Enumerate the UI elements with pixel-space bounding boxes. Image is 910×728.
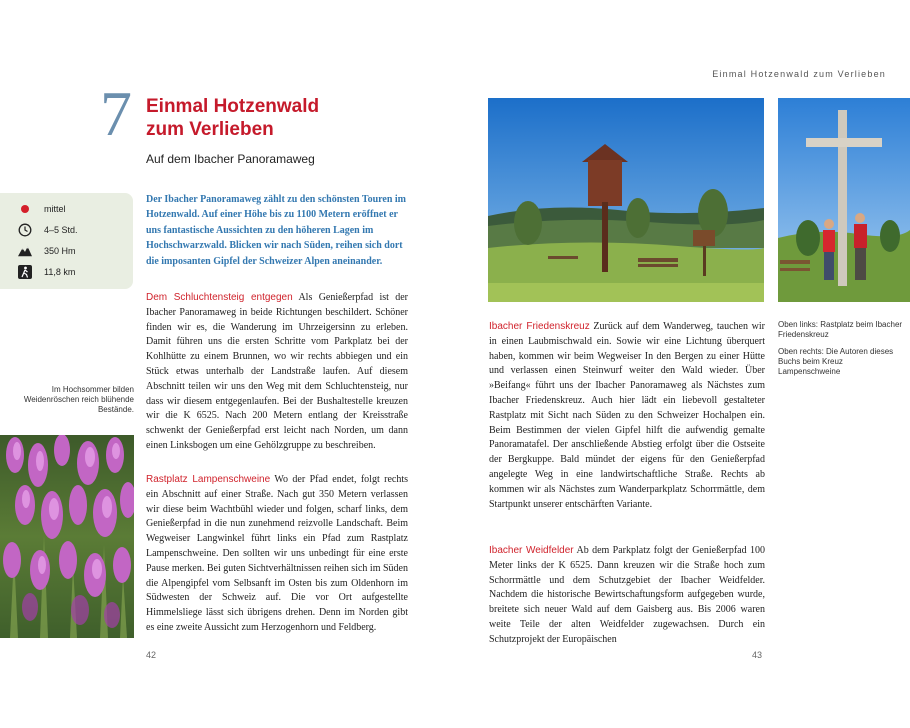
section-friedenskreuz (489, 320, 765, 512)
page-number-left: 42 (146, 650, 157, 660)
stat-duration (18, 222, 78, 238)
section-text: Als Genießerpfad ist der Ibacher Panoramaweg in beide Richtungen beschildert. Schöner finden wir es, die Wanderung im Uhrzeigersinn zu erleben. Damit führen uns die ersten Schritte vom Parkplatz bei der Kohlhütte zu einem Brunnen, wo wir rechts abbiegen und ein Stück etwas unterhalb der Landstraße laufen. Auf diesem Abschnitt teilen wir uns den Weg mit dem Schluchtensteig, nur dass wir diesem entgegenlaufen. Bei der Bushaltestelle kreuzen wir die K 6525. Nach 200 Metern entlang der Kreisstraße schwenkt der Genießerpfad erst leicht nach Norden, um dann einen Linksbogen um eine Gehölzgruppe zu beschreiben. (146, 292, 408, 451)
photo-autoren-kreuz (778, 98, 910, 302)
photo-friedenskreuz-rastplatz (488, 98, 764, 302)
section-heading: Dem Schluchtensteig entgegen (146, 292, 293, 303)
section-heading: Ibacher Friedenskreuz (489, 321, 590, 332)
clock-icon (18, 223, 32, 237)
tour-stats-box (0, 193, 133, 289)
chapter-number: 7 (100, 78, 132, 149)
photo-caption-fireweed: Im Hochsommer bilden Weidenröschen reich blühende Bestände. (23, 385, 134, 414)
section-heading: Ibacher Weidfelder (489, 545, 574, 556)
section-schluchtensteig (146, 291, 408, 454)
photo-fireweed (0, 435, 134, 638)
caption-right-top: Oben links: Rastplatz beim Ibacher Friedenskreuz (778, 320, 903, 339)
section-heading: Rastplatz Lampenschweine (146, 474, 271, 485)
stat-duration-value: 4–5 Std. (44, 225, 78, 235)
section-weidfelder (489, 544, 765, 648)
stat-elevation (18, 243, 76, 259)
caption-right-bottom: Oben rechts: Die Autoren dieses Buchs beim Kreuz Lampenschweine (778, 347, 894, 376)
intro-paragraph: Der Ibacher Panoramaweg zählt zu den schönsten Touren im Hotzenwald. Auf einer Höhe bis zu 1100 Metern eröffnet er uns fantastische Aussichten zu den höheren Lagen im Hochschwarzwald. Blicken wir nach Süden, reihen sich dort die imposanten Gipfel der Schweizer Alpen aneinander. (146, 194, 407, 267)
chapter-subtitle: Auf dem Ibacher Panoramaweg (146, 152, 315, 166)
chapter-title (146, 95, 366, 141)
chapter-title-line-1: Einmal Hotzenwald (146, 96, 320, 117)
hiker-icon (18, 265, 32, 279)
stat-difficulty (18, 201, 66, 217)
section-text: Wo der Pfad endet, folgt rechts ein Abschnitt auf einer Straße. Nach gut 350 Metern verlassen wir diese beim Wachtbühl wieder und folgen, scharf links, dem Genießerpfad in die nun zunehmend reizvolle Landschaft. Beim Wegweiser Langwinkel führt links ein Pfad zum Rastplatz Lampenschweine. Den sollten wir uns unbedingt für eine erste Pause merken. Bei guten Sichtverhältnissen reihen sich im Süden die Alpengipfel vom Selbsanft im Osten bis zum Oldenhorn im Südwesten der Schweiz auf. Die vor Ort aufgestellte Himmelsliege lässt sich übrigens drehen. Denn im Norden gibt es eine zweite Aussicht zum Herzogenhorn und Feldberg. (146, 474, 408, 633)
mountain-icon (18, 244, 32, 258)
photo-captions-right (778, 320, 906, 377)
page-number-right: 43 (752, 650, 763, 660)
section-text: Zurück auf dem Wanderweg, tauchen wir in einen Laubmischwald ein. Sowie wir eine Lichtung überquert haben, kommen wir beim Wegweiser In den Bergen zu einer Hütte und verlassen einen Steinwurf weiter den Wald wieder. Über »Beifang« führt uns der Ibacher Panoramaweg als Nächstes zum Ibacher Friedenskreuz. Auch hier lädt ein liebevoll gestalteter Rastplatz mit Sicht nach Süden zu den Schweizer Hochalpen ein. Beim Bestimmen der vielen Gipfel hilft die aufwendig gemalte Panoramatafel. Der anschließende Abstieg erfolgt über die Ostseite der Bergkuppe. Bald mündet der eigens für den Genießerpfad angelegte Weg in eine landwirtschaftliche Straße. Rechts ab kommen wir als Nächstes zum Wanderparkplatz Schorrmättle, dem Startpunkt unserer entschärften Variante. (489, 321, 765, 510)
stat-distance-value: 11,8 km (44, 267, 76, 277)
stat-distance (18, 264, 75, 280)
chapter-title-line-2: zum Verlieben (146, 119, 274, 140)
section-text: Ab dem Parkplatz folgt der Genießerpfad 100 Meter links der K 6525. Dann kreuzen wir die Straße hoch zum Schorrmättle und dem Schutzgebiet der Ibacher Weidfelder. Nachdem die historische Bewirtschaftungsform aufgegeben wurde, breitete sich neuer Wald auf dem Gaisberg aus. Bis 2006 waren weite Teile der alten Weidfelder zugewachsen. Durch ein Schutzprojekt der Europäischen (489, 545, 765, 645)
stat-elevation-value: 350 Hm (44, 246, 76, 256)
stat-difficulty-value: mittel (44, 204, 66, 214)
section-lampenschweine (146, 473, 408, 636)
difficulty-dot-icon (18, 202, 32, 216)
running-header: Einmal Hotzenwald zum Verlieben (712, 69, 886, 79)
